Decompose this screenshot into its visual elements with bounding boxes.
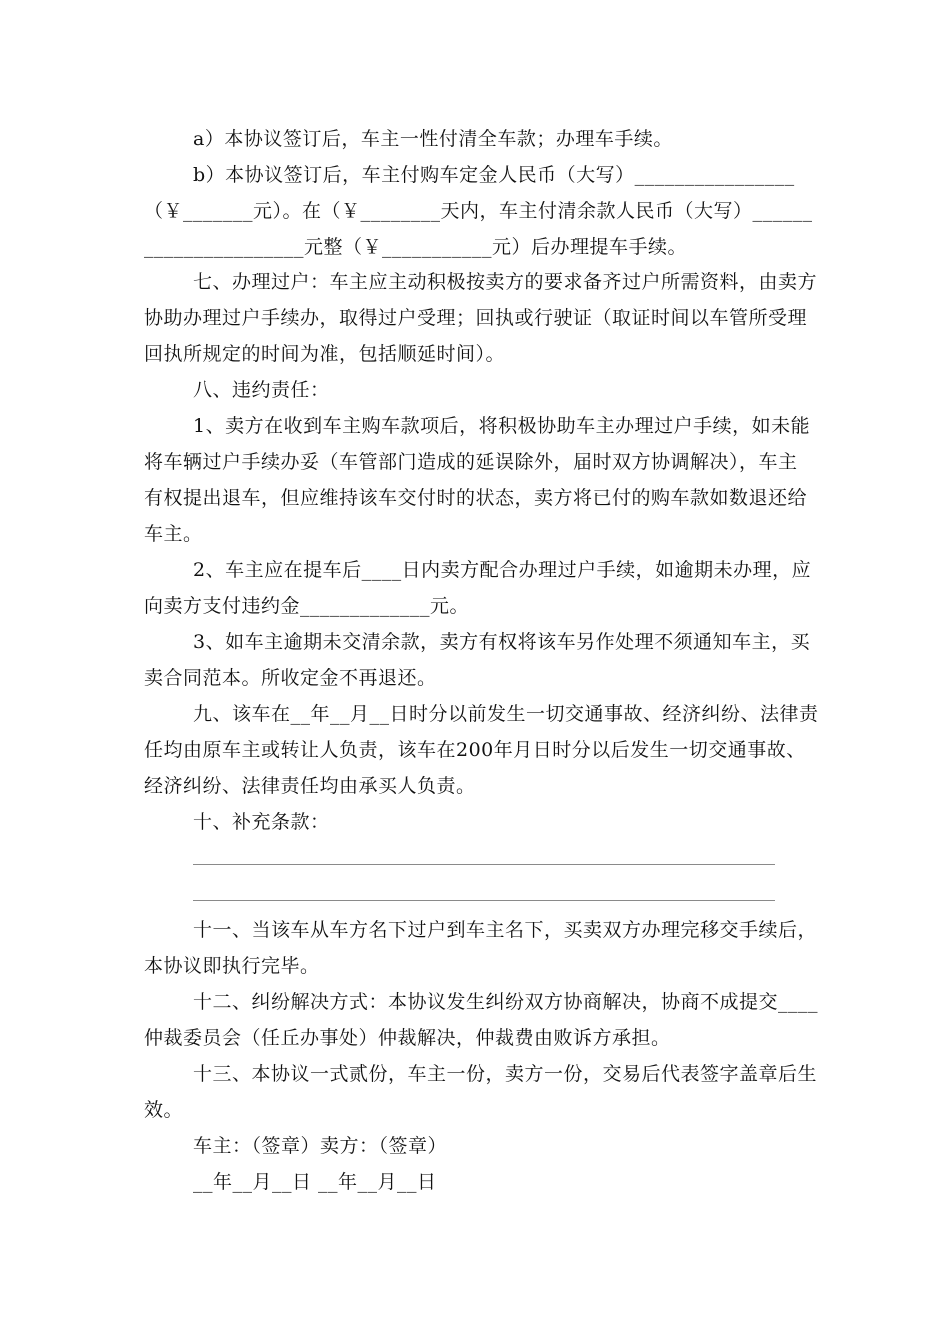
clause-line: ________________元整（￥___________元）后办理提车手续。 [144, 236, 688, 258]
clause-line: 任均由原车主或转让人负责，该车在200年月日时分以后发生一切交通事故、 [144, 739, 806, 761]
clause-line: 1、卖方在收到车主购车款项后，将积极协助车主办理过户手续，如未能 [193, 415, 811, 437]
clause-line: 向卖方支付违约金_____________元。 [144, 595, 470, 617]
section-heading: 十、补充条款： [193, 811, 330, 833]
clause-line: 回执所规定的时间为准，包括顺延时间）。 [144, 343, 506, 365]
clause-line: 协助办理过户手续办，取得过户受理；回执或行驶证（取证时间以车管所受理 [144, 307, 808, 329]
clause-line: 十二、纠纷解决方式：本协议发生纠纷双方协商解决，协商不成提交____ [193, 991, 819, 1013]
clause-line: 十三、本协议一式贰份，车主一份，卖方一份，交易后代表签字盖章后生 [193, 1063, 818, 1085]
clause-line: 七、办理过户：车主应主动积极按卖方的要求备齐过户所需资料，由卖方 [193, 271, 818, 293]
clause-line: 卖合同范本。所收定金不再退还。 [144, 667, 437, 689]
signature-line: 车主：（签章）卖方：（签章） [193, 1135, 448, 1157]
clause-line: a）本协议签订后，车主一性付清全车款；办理车手续。 [193, 128, 673, 150]
clause-line: 仲裁委员会（任丘办事处）仲裁解决，仲裁费由败诉方承担。 [144, 1027, 671, 1049]
clause-line: 十一、当该车从车方名下过户到车主名下，买卖双方办理完移交手续后， [193, 919, 818, 941]
clause-line: 有权提出退车，但应维持该车交付时的状态，卖方将已付的购车款如数退还给 [144, 487, 808, 509]
clause-line: 车主。 [144, 523, 203, 545]
clause-line: 3、如车主逾期未交清余款，卖方有权将该车另作处理不须通知车主，买 [193, 631, 811, 653]
date-line: __年__月__日 __年__月__日 [193, 1171, 437, 1193]
clause-line: （￥_______元）。在（￥________天内，车主付清余款人民币（大写）______ [144, 200, 813, 222]
clause-line: b）本协议签订后，车主付购车定金人民币（大写）________________ [193, 164, 795, 186]
clause-line: 九、该车在__年__月__日时分以前发生一切交通事故、经济纠纷、法律责 [193, 703, 819, 725]
blank-fill-line [193, 900, 775, 901]
clause-line: 效。 [144, 1099, 184, 1121]
clause-line: 2、车主应在提车后____日内卖方配合办理过户手续，如逾期未办理，应 [193, 559, 812, 581]
clause-line: 将车辆过户手续办妥（车管部门造成的延误除外，届时双方协调解决），车主 [144, 451, 798, 473]
section-heading: 八、违约责任： [193, 379, 330, 401]
clause-line: 本协议即执行完毕。 [144, 955, 320, 977]
blank-fill-line [193, 864, 775, 865]
clause-line: 经济纠纷、法律责任均由承买人负责。 [144, 775, 476, 797]
